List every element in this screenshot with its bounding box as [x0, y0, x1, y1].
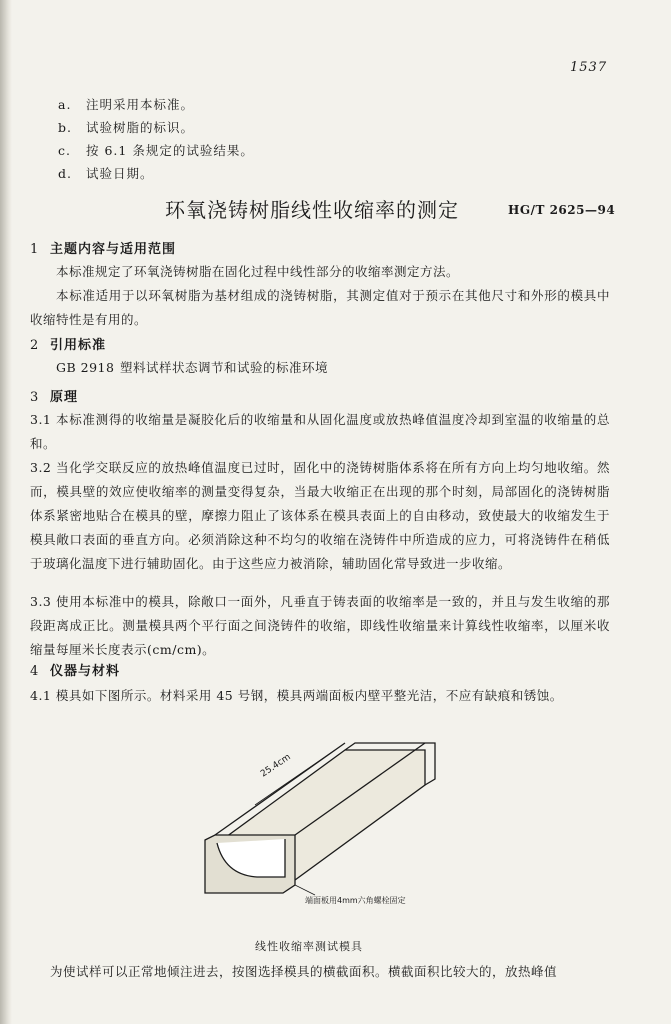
list-text: 注明采用本标准。	[86, 97, 195, 112]
list-item	[58, 118, 194, 136]
section-title: 主题内容与适用范围	[50, 242, 177, 257]
list-letter: d.	[58, 166, 72, 181]
list-letter: b.	[58, 120, 72, 135]
clause-4-1: 4.1 模具如下图所示。材料采用 45 号钢，模具两端面板内壁平整光洁，不应有缺痕和锈蚀。	[30, 688, 563, 703]
section-heading-3	[30, 386, 78, 405]
figure-caption: 线性收缩率测试模具	[255, 940, 363, 953]
section-number: 4	[30, 664, 40, 679]
figure-note: 端面板用4mm六角螺栓固定	[305, 896, 406, 905]
note-leader	[295, 885, 315, 895]
list-text: 试验日期。	[86, 166, 154, 181]
section-heading-4	[30, 660, 120, 679]
clause-3-2: 3.2 当化学交联反应的放热峰值温度已过时，固化中的浇铸树脂体系将在所有方向上均匀地收缩。然而，模具壁的效应使收缩率的测量变得复杂，当最大收缩正在出现的那个时刻，局部固化的浇铸树脂体系紧密地贴合在模具的壁，摩擦力阻止了该体系在模具表面上的自由移动，致使最大的收缩发生于模具敞口表面的垂直方向。必须消除这种不均匀的收缩在浇铸件中所造成的应力，可将浇铸件在稍低于玻璃化温度下进行辅助固化。由于这些应力被消除，辅助固化常导致进一步收缩。	[30, 460, 610, 571]
reference-code: GB 2918	[56, 360, 115, 375]
section-number: 1	[30, 242, 40, 257]
dimension-label: 25.4cm	[259, 752, 293, 780]
list-letter: a.	[58, 97, 72, 112]
list-item	[58, 164, 154, 182]
section-heading-1	[30, 238, 176, 257]
list-letter: c.	[58, 143, 71, 158]
section-title: 仪器与材料	[50, 664, 121, 679]
mold-figure	[195, 735, 455, 915]
list-item	[58, 141, 254, 159]
section-title: 引用标准	[50, 338, 107, 353]
list-text: 按 6.1 条规定的试验结果。	[86, 143, 254, 158]
section-number: 3	[30, 390, 40, 405]
clause-3-3: 3.3 使用本标准中的模具，除敞口一面外，凡垂直于铸表面的收缩率是一致的，并且与发生收缩的那段距离成正比。测量模具两个平行面之间浇铸件的收缩，即线性收缩量来计算线性收缩率，以厘米收缩量每厘米长度表示(cm/cm)。	[30, 594, 610, 657]
list-item	[58, 95, 194, 113]
reference-standard	[56, 358, 328, 376]
section-heading-2	[30, 334, 106, 353]
reference-text: 塑料试样状态调节和试验的标准环境	[120, 360, 329, 375]
paragraph-applicability: 本标准适用于以环氧树脂为基材组成的浇铸树脂，其测定值对于预示在其他尺寸和外形的模具中收缩特性是有用的。	[30, 288, 610, 327]
list-text: 试验树脂的标识。	[86, 120, 195, 135]
clause-3-1: 3.1 本标准测得的收缩量是凝胶化后的收缩量和从固化温度或放热峰值温度冷却到室温的收缩量的总和。	[30, 412, 610, 451]
continuation-line: 为使试样可以正常地倾注进去，按图选择模具的横截面积。横截面积比较大的，放热峰值	[50, 964, 558, 979]
mold-drawing	[205, 743, 435, 895]
paragraph-scope: 本标准规定了环氧浇铸树脂在固化过程中线性部分的收缩率测定方法。	[56, 264, 460, 279]
section-title: 原理	[50, 390, 79, 405]
section-number: 2	[30, 338, 40, 353]
page-binding-edge	[0, 0, 12, 1024]
document-title: 环氧浇铸树脂线性收缩率的测定	[165, 198, 459, 222]
standard-code: HG/T 2625—94	[508, 203, 616, 217]
page-number: 1537	[570, 60, 608, 75]
